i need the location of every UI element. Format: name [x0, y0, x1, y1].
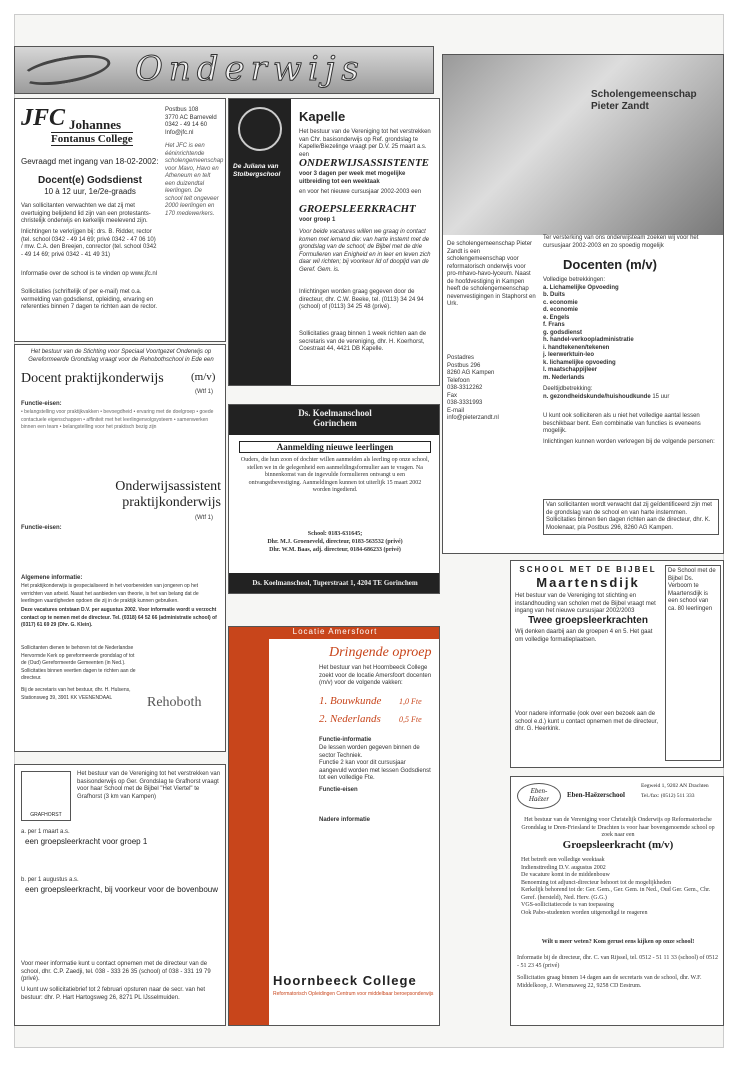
kapelle-job1-sub: voor 3 dagen per week met mogelijke uitbreiding tot een weektaak	[299, 171, 406, 185]
koelman-ad	[228, 404, 440, 594]
amersfoort-vak1: 1. Bouwkunde	[319, 695, 382, 707]
rehoboth-header: Het bestuur van de Stichting voor Speciaal Voortgezet Onderwijs op Gereformeerde Grondslag vraagt voor de Rehobothschool in Ede een	[28, 349, 214, 363]
amersfoort-fte2: 0,5 Fte	[399, 715, 422, 724]
grafhorst-a-job: een groepsleerkracht voor groep 1	[25, 837, 148, 846]
zandt-title2: Pieter Zandt	[591, 101, 649, 112]
amersfoort-fe-items: De lessen worden gegeven binnen de sector Techniek. Functie 2 kan voor dit cursusjaar aangevuld worden met lessen Godsdienst tot een volledige Fte.	[319, 745, 431, 781]
rehoboth-m1: (m/v)	[191, 371, 216, 383]
kapelle-body: Voor beide vacatures willen we graag in contact komen met iemand die: van harte instemt met de grondslag van de school; de Bijbel met de drie Formulieren van Enigheid en in leer en leven zich daar wil richten; bij voorkeur lid of doopljd van de Geref. Gem. is.	[299, 229, 431, 273]
eben-apply: Sollicitaties graag binnen 14 dagen aan de secretaris van de school, dhr. W.F. Middelkoop, J. Wiersmaweg 22, 9258 CD Eestrum.	[517, 975, 702, 989]
eben-cta: Wilt u meer weten? Kom gerust eens kijken op onze school!	[541, 939, 695, 945]
eben-logo: Eben- Haëzer	[517, 783, 561, 809]
eben-tel: Tel./fax: (0512) 511 333	[641, 793, 695, 799]
koelman-header: Ds. Koelmanschool Gorinchem	[229, 405, 440, 435]
eben-info: Informatie bij de directeur, dhr. C. van Rijssel, tel. 0512 - 51 11 33 (school) of 0512 - 51 23 45 (privé)	[517, 955, 718, 969]
rehoboth-list1: • belangstelling voor praktijkvakken • bevoegdheid • ervaring met de doelgroep • goede contactuele eigenschappen • affiniteit met het leerlingenvolgsysteem • samenwerken binnen een team • belangstelling voor het praktisch bezig zijn	[21, 409, 214, 430]
rehoboth-job1: Docent praktijkonderwijs	[21, 371, 164, 386]
zandt-ad	[442, 54, 724, 554]
kapelle-sidebar	[229, 99, 291, 386]
rehoboth-ad	[14, 344, 226, 752]
grafhorst-b: b. per 1 augustus a.s.	[21, 877, 79, 883]
amersfoort-sidebar	[229, 639, 269, 1026]
zandt-body: U kunt ook solliciteren als u niet het volledige aantal lessen beschikbaar bent. Een combinatie van functies is eveneens mogelijk.	[543, 413, 701, 434]
amersfoort-ad	[228, 626, 440, 1026]
kapelle-info: Inlichtingen worden graag gegeven door de directeur, dhr. C.W. Beeke, tel. (0113) 34 24 94 (school) of (0113) 34 25 48 (privé).	[299, 289, 424, 310]
rehoboth-wtf1: (Wtf 1)	[195, 389, 213, 395]
amersfoort-locatie: Locatie Amersfoort	[229, 627, 440, 639]
zandt-photo	[443, 55, 724, 235]
rehoboth-solli: Sollicitanten dienen te behoren tot de Nederlandse Hervormde Kerk op gereformeerde grondslag of tot de (Oud) Gereformeerde Gemeenten (in Ned.). Sollicitaties binnen veertien dagen te richten aan de directeur.	[21, 645, 136, 681]
jfc-address: Postbus 108 3770 AC Barneveld 0342 - 49 14 60 Info@jfc.nl	[165, 107, 217, 136]
rehoboth-alg-body: Het praktijkonderwijs is gespecialiseerd in het voorbereiden van jongeren op het verrichten van arbeid. Naast het aanbieden van theorie, is het van belang dat de leerlingen vaardigheden opdoen die zij in de praktijk kunnen gebruiken.	[21, 583, 199, 604]
kapelle-job2: GROEPSLEERKRACHT	[299, 203, 416, 215]
koelman-body: Ouders, die hun zoon of dochter willen aanmelden als leerling op onze school, stellen we in de gelegenheid een aanmeldingsformulier aan te vragen. Na binnenkomst van de ingevulde formulieren ontvangt u een ontvangstbevestiging. Aanmeldingen kunnen tot uiterlijk 15 maart 2002 worden ingediend.	[240, 457, 430, 493]
amersfoort-fe: Functie-informatie	[319, 737, 372, 743]
eben-ad	[510, 776, 724, 1026]
maarten-info: Voor nadere informatie (ook over een bezoek aan de school e.d.) kunt u contact opnemen met de directeur, dhr. G. Heerkink.	[515, 711, 659, 732]
jfc-info: Inlichtingen te verkrijgen bij: drs. B. Ridder, rector (tel. school 0342 - 49 14 69; privé 0342 - 47 06 10) / mw. C.A. den Breejen, conrector (tel. school 0342 - 49 14 69; privé 0342 - 41 49 31)	[21, 229, 157, 258]
maarten-intro: Het bestuur van de Vereniging tot stichting en instandhouding van scholen met de Bijbel vraagt met ingang van het nieuwe cursusjaar 2002/2003	[515, 593, 656, 614]
eben-items: Het betreft een volledige weektaak Indiensttreding D.V. augustus 2002 De vacature komt in de middenbouw Benoeming tot adjunct-directeur behoort tot de mogelijkheden Kerkelijk behorend tot de: Ger. Gem., Ger. Gem. in Ned., Oud Ger. Gem., Chr. Geref. (hersteld), Ned. Herv. (G.G.) VGS-sollicitatiecode is van toepassing Ook Pabo-studenten worden uitgenodigd te reageren	[521, 857, 711, 916]
amersfoort-title: Dringende oproep	[329, 645, 432, 660]
zandt-title1: Scholengemeenschap	[591, 89, 697, 100]
koelman-addr: Ds. Koelmanschool, Tuperstraat 1, 4204 TE Gorinchem	[229, 573, 440, 594]
jfc-body: Van sollicitanten verwachten we dat zij met overtuiging belijdend lid zijn van een protestants-christelijk onderwijs en kerkelijk meelevend zijn.	[21, 203, 151, 224]
amersfoort-logo: Hoornbeeck College	[273, 973, 417, 988]
eben-job: Groepsleerkracht (m/v)	[562, 839, 674, 851]
rehoboth-logo: Rehoboth	[147, 695, 202, 710]
grafhorst-a: a. per 1 maart a.s.	[21, 829, 70, 835]
zandt-contact: Postadres Postbus 296 8260 AG Kampen Telefoon 038-3312262 Fax 038-3331993 E-mail info@pieterzandt.nl	[447, 355, 499, 421]
zandt-intro: Ter versterking van ons onderwijsteam zoeken wij voor het cursusjaar 2002-2003 en zo spoedig mogelijk	[543, 235, 699, 249]
rehoboth-job2: Onderwijsassistent praktijkonderwijs	[115, 479, 221, 510]
maarten-title2: Maartensdijk	[536, 575, 640, 590]
maarten-body: Wij denken daarbij aan de groepen 4 en 5. Het gaat om volledige formatieplaatsen.	[515, 629, 653, 643]
kapelle-title: Kapelle	[299, 109, 346, 124]
jfc-name1: Johannes	[69, 117, 122, 132]
eben-intro: Het bestuur van de Vereniging voor Christelijk Onderwijs op Reformatorische Grondslag te Dren-Friesland te Drachten is voor haar bovengenoemde school op zoek naar een	[521, 817, 715, 838]
kapelle-mid: en voor het nieuwe cursusjaar 2002-2003 een	[299, 189, 422, 195]
zandt-foot: Van sollicitanten wordt verwacht dat zij geïdentificeerd zijn met de grondslag van de school en van harte instemmen. Sollicitaties binnen tien dagen richten aan de directeur, dhr. K. Moolenaar, p/a Postbus 296, 8260 AG Kampen.	[543, 499, 719, 535]
eben-name: Eben-Haëzerschool	[567, 791, 625, 799]
rehoboth-addr: Bij de secretaris van het bestuur, dhr. H. Hulsens, Stationsweg 39, 3901 KK VEENENDAAL	[21, 687, 131, 701]
rehoboth-fe1: Functie-eisen:	[21, 401, 62, 407]
amersfoort-side: Het Hoornbeeck College voor middelbaar beroepsonderwijs met vestigingen in Amersfoort, Goes, Kampen en Rotterdam gaat uit van de Vereniging voor Voortgezet Onderwijs op Reformatorische Grondslag.	[273, 737, 321, 841]
koelman-dhr1: Dhr. M.J. Groeneveld, directeur, 0183-563532 (privé)	[267, 539, 403, 545]
jfc-logo: JFC	[21, 105, 66, 131]
school-crest-icon	[238, 107, 282, 151]
koelman-sub: Aanmelding nieuwe leerlingen	[239, 441, 431, 453]
grafhorst-ad	[14, 764, 226, 1026]
kapelle-ad	[228, 98, 440, 386]
jfc-name2: Fontanus College	[51, 133, 133, 145]
jfc-apply: Sollicitaties (schriftelijk of per e-mail) met o.a. vermelding van godsdienst, opleiding, ervaring en referenties binnen 7 dagen te richten aan de rector.	[21, 289, 158, 310]
amersfoort-vak2: 2. Nederlands	[319, 713, 381, 725]
jfc-intro: Gevraagd met ingang van 18-02-2002:	[21, 157, 159, 166]
zandt-left: De scholengemeenschap Pieter Zandt is een scholengemeenschap voor reformatorisch onderwijs voor pro-mhavo-havo-lyceum. Naast de hoofdvestiging in Kampen heeft de scholengemeenschap nevenvestigingen in Staphorst en Urk.	[447, 241, 536, 307]
amersfoort-intro: Het bestuur van het Hoornbeeck College zoekt voor de locatie Amersfoort docenten (m/v) voor de volgende vakken:	[319, 665, 432, 686]
grafhorst-apply: U kunt uw sollicitatiebrief tot 2 februari opsturen naar de secr. van het bestuur: dhr. P. Hart Hartogsweg 26, 8271 PL IJsselmuiden.	[21, 987, 206, 1001]
jfc-job-sub: 10 à 12 uur, 1e/2e-graads	[44, 187, 136, 196]
kapelle-intro: Het bestuur van de Vereniging tot het verstrekken van Chr. basisonderwijs op Ref. grondslag te Kapelle/Biezelinge vraagt per D.V. 25 maart a.s. een	[299, 129, 431, 158]
rehoboth-wtf2: (Wtf 1)	[195, 515, 213, 521]
koelman-phone: School: 0183-631645;	[307, 531, 363, 537]
kapelle-job1: ONDERWIJSASSISTENTE	[299, 157, 430, 169]
zandt-vakken: Volledige betrekkingen: a. Lichamelijke Opvoeding b. Duits c. economie d. economie e. Engels f. Frans g. godsdienst h. handel-verkoop/administratie i. handtekenen/tekenen j. leerwerktuin-leo k. lichamelijke opvoeding l. maatschappijleer m. Nederlands Deeltijdbetrekking: n. gezondheidskunde/huishoudkunde 15 uur	[543, 277, 670, 400]
eben-addr: Eegweid 1, 9202 AN Drachten	[641, 783, 709, 789]
kapelle-job2-sub: voor groep 1	[299, 217, 336, 223]
rehoboth-alg: Algemene informatie:	[21, 575, 83, 581]
grafhorst-intro: Het bestuur van de Vereniging tot het verstrekken van basisonderwijs op Ger. Grondslag te Grafhorst vraagt voor haar School met de Bijbel "Het Viertel" te Grafhorst (3 km van Kampen)	[77, 771, 221, 800]
amersfoort-fe2: Functie-eisen	[319, 787, 358, 793]
grafhorst-b-job: een groepsleerkracht, bij voorkeur voor de bovenbouw	[25, 885, 219, 894]
amersfoort-logo-sub: Reformatorisch Opleidingen Centrum voor middelbaar beroepsonderwijs	[273, 991, 434, 997]
kapelle-apply: Sollicitaties graag binnen 1 week richten aan de secretaris van de vereniging, dhr. H. Koerhorst, Coestraat 44, 4421 DB Kapelle.	[299, 331, 427, 352]
jfc-side: Het JFC is een ééninrichtende scholengemeenschap voor Mavo, Havo en Atheneum en telt een duizendtal leerlingen. De school telt ongeveer 2000 leerlingen en 170 medewerkers.	[165, 143, 224, 217]
zandt-info: Inlichtingen kunnen worden verkregen bij de volgende personen:	[543, 439, 715, 445]
koelman-dhr2: Dhr. W.M. Baas, adj. directeur, 0184-686233 (privé)	[269, 547, 401, 553]
amersfoort-fte1: 1,0 Fte	[399, 697, 422, 706]
maarten-side: De School met de Bijbel Ds. Verboom te Maartensdijk is een school van ca. 80 leerlingen	[665, 565, 721, 761]
grafhorst-info: Voor meer informatie kunt u contact opnemen met de directeur van de school, dhr. C.P. Zaedji, tel. 038 - 333 26 35 (school) of 038 - 331 19 79 (privé).	[21, 961, 211, 982]
grafhorst-logo: GRAFHORST	[21, 771, 71, 821]
rehoboth-contact: Deze vacatures ontstaan D.V. per augustus 2002. Voor informatie wordt u verzocht contact op te nemen met de directeur. Tel. (0318) 64 52 66 (administratie school) of (0317) 61 69 29 (Dhr. G. Klein).	[21, 607, 217, 628]
maarten-job: Twee groepsleerkrachten	[528, 615, 648, 626]
jfc-info2: Informatie over de school is te vinden op www.jfc.nl	[21, 271, 158, 277]
zandt-job: Docenten (m/v)	[563, 257, 657, 272]
maarten-title1: SCHOOL MET DE BIJBEL	[519, 565, 657, 574]
jfc-ad	[14, 98, 226, 342]
swoosh-graphic	[19, 49, 112, 90]
amersfoort-na: Nadere informatie	[319, 817, 371, 823]
kapelle-school-name: De Juliana van Stolbergschool	[233, 163, 281, 178]
section-banner	[14, 46, 434, 94]
jfc-job: Docent(e) Godsdienst	[38, 175, 142, 186]
banner-title: Onderwijs	[135, 49, 365, 89]
maarten-ad	[510, 560, 724, 768]
rehoboth-fe2: Functie-eisen:	[21, 525, 62, 531]
